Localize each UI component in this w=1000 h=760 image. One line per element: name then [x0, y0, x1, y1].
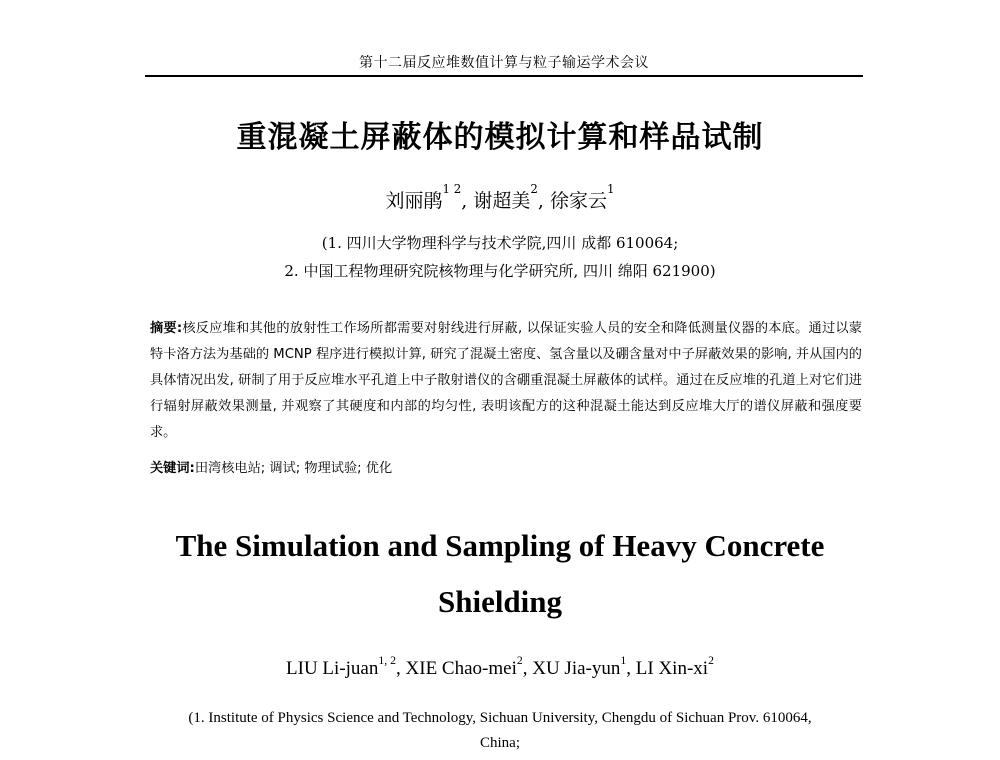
- english-authors: [0, 654, 1000, 680]
- author: 刘丽鹃$^{1 2}$,: [385, 182, 474, 212]
- keywords-label: 关键词:: [150, 461, 195, 476]
- author: LIU Li-juan$^{1, 2}$,: [286, 654, 406, 679]
- chinese-abstract: [150, 316, 862, 446]
- english-title: [0, 518, 1000, 630]
- header-rule: [145, 75, 863, 77]
- author: XIE Chao-mei$^2$,: [405, 654, 533, 679]
- english-affiliation-1: (1. Institute of Physics Science and Technology, Sichuan University, Chengdu of Sichuan Prov. 610064,: [188, 710, 812, 726]
- author: 谢超美$^2$,: [473, 182, 550, 212]
- chinese-keywords: [150, 457, 862, 476]
- conference-header: 第十二届反应堆数值计算与粒子输运学术会议: [359, 55, 649, 71]
- abstract-label: 摘要:: [150, 321, 183, 336]
- chinese-affiliation-1: (1. 四川大学物理科学与技术学院,四川 成都 610064;: [321, 234, 679, 252]
- author: XU Jia-yun$^1$,: [532, 654, 636, 679]
- english-title-line-1: The Simulation and Sampling of Heavy Concrete: [175, 528, 825, 563]
- chinese-authors: [0, 182, 1000, 213]
- chinese-title: 重混凝土屏蔽体的模拟计算和样品试制: [236, 120, 764, 155]
- author: LI Xin-$xi^2$: [635, 654, 714, 679]
- abstract-text: 核反应堆和其他的放射性工作场所都需要对射线进行屏蔽, 以保证实验人员的安全和降低测量仪器的本底。通过以蒙特卡洛方法为基础的 MCNP 程序进行模拟计算, 研究了混凝土密度、氢含量以及硼含量对中子屏蔽效果的影响, 并从国内的具体情况出发, 研制了用于反应堆水平孔道上中子散射谱仪的含硼重混凝土屏蔽体的试样。通过在反应堆的孔道上对它们进行辐射屏蔽效果测量, 并观察了其硬度和内部的均匀性, 表明该配方的这种混凝土能达到反应堆大厅的谱仪屏蔽和强度要求。: [150, 321, 862, 440]
- chinese-affiliation-2: 2. 中国工程物理研究院核物理与化学研究所, 四川 绵阳 621900): [284, 262, 716, 280]
- english-title-line-2: Shielding: [437, 584, 563, 619]
- keywords-text: 田湾核电站; 调试; 物理试验; 优化: [194, 461, 393, 476]
- english-affiliation-2: China;: [480, 735, 520, 751]
- author: 徐家云$^1$: [549, 182, 615, 212]
